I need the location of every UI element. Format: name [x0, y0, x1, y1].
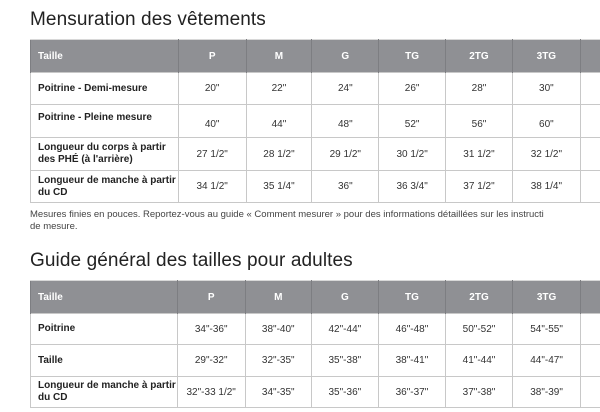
adult-size-guide-table: [30, 280, 600, 408]
footnote-line-1: Mesures finies en pouces. Reportez-vous au guide « Comment mesurer » pour des informations détaillées sur les instructi: [30, 209, 544, 220]
table-cell: 29 1/2": [312, 138, 379, 171]
column-header-overflow: [580, 40, 600, 73]
table-cell: 29"-32": [177, 345, 245, 377]
table-row: [31, 105, 600, 138]
column-header-m: M: [245, 281, 311, 314]
table-cell: 38"-41": [378, 345, 445, 377]
table-cell: 52": [379, 105, 446, 138]
column-header-size: Taille: [31, 40, 179, 73]
table-cell: 30": [512, 73, 580, 105]
table-cell: 27 1/2": [178, 138, 246, 171]
table-cell: 35"-36": [311, 377, 378, 408]
column-header-g: G: [312, 40, 379, 73]
column-header-3tg: 3TG: [512, 40, 580, 73]
row-label: Longueur de manche à partir du CD: [31, 377, 178, 408]
footnote-line-2: de mesure.: [30, 221, 78, 232]
table-row: [31, 73, 600, 105]
table-cell: 36 3/4": [379, 171, 446, 203]
table-cell-overflow: [580, 73, 600, 105]
table-cell: 35 1/4": [246, 171, 312, 203]
table-cell: 32"-33 1/2": [177, 377, 245, 408]
table-cell: 28 1/2": [246, 138, 312, 171]
table-cell: 32 1/2": [512, 138, 580, 171]
column-header-p: P: [178, 40, 246, 73]
row-label: Taille: [31, 345, 178, 377]
table-cell: 36"-37": [378, 377, 445, 408]
table-cell: 37 1/2": [446, 171, 513, 203]
column-header-g: G: [311, 281, 378, 314]
table-row: [31, 377, 600, 408]
row-label: Longueur de manche à partir du CD: [31, 171, 179, 203]
column-header-m: M: [246, 40, 312, 73]
table-cell: 46"-48": [378, 314, 445, 345]
table-cell: 38 1/4": [512, 171, 580, 203]
table-cell: 31 1/2": [446, 138, 513, 171]
table-cell: 50"-52": [445, 314, 512, 345]
garment-measurements-title: Mensuration des vêtements: [30, 9, 266, 30]
table-cell: 42"-44": [311, 314, 378, 345]
table-cell: 22": [246, 73, 312, 105]
table-row: [31, 138, 600, 171]
column-header-tg: TG: [378, 281, 445, 314]
table-row: [31, 171, 600, 203]
table-cell: 38"-39": [513, 377, 581, 408]
column-header-p: P: [177, 281, 245, 314]
table-cell: 30 1/2": [379, 138, 446, 171]
table-cell-overflow: [580, 138, 600, 171]
table-cell: 34"-36": [177, 314, 245, 345]
table-cell: 28": [446, 73, 513, 105]
table-cell: 40": [178, 105, 246, 138]
column-header-tg: TG: [379, 40, 446, 73]
table-cell: 32"-35": [245, 345, 311, 377]
table-cell: 35"-38": [311, 345, 378, 377]
table-cell: 38"-40": [245, 314, 311, 345]
table-cell: 54"-55": [513, 314, 581, 345]
column-header-2tg: 2TG: [445, 281, 512, 314]
table-cell: 24": [312, 73, 379, 105]
table-cell-overflow: [580, 171, 600, 203]
table-cell: 48": [312, 105, 379, 138]
row-label: Poitrine: [31, 314, 178, 345]
table-header-row: [31, 40, 600, 73]
table-header-row: [31, 281, 600, 314]
table-cell: 56": [446, 105, 513, 138]
table-cell-overflow: [581, 314, 600, 345]
measurement-footnote: [30, 209, 600, 233]
adult-size-guide-title: Guide général des tailles pour adultes: [30, 250, 353, 271]
table-cell: 34 1/2": [178, 171, 246, 203]
garment-measurements-table: [30, 39, 600, 203]
column-header-overflow: [581, 281, 600, 314]
row-label: Longueur du corps à partir des PHÉ (à l'arrière): [31, 138, 179, 171]
column-header-size: Taille: [31, 281, 178, 314]
table-cell-overflow: [581, 377, 600, 408]
table-cell: 41"-44": [445, 345, 512, 377]
table-cell-overflow: [581, 345, 600, 377]
table-cell: 44": [246, 105, 312, 138]
table-row: [31, 345, 600, 377]
column-header-3tg: 3TG: [513, 281, 581, 314]
column-header-2tg: 2TG: [446, 40, 513, 73]
table-cell: 44"-47": [513, 345, 581, 377]
table-row: [31, 314, 600, 345]
table-cell: 26": [379, 73, 446, 105]
table-cell: 36": [312, 171, 379, 203]
table-cell-overflow: [580, 105, 600, 138]
table-cell: 60": [512, 105, 580, 138]
table-cell: 20": [178, 73, 246, 105]
table-cell: 34"-35": [245, 377, 311, 408]
row-label: Poitrine - Pleine mesure: [31, 105, 179, 138]
table-cell: 37"-38": [445, 377, 512, 408]
row-label: Poitrine - Demi-mesure: [31, 73, 179, 105]
